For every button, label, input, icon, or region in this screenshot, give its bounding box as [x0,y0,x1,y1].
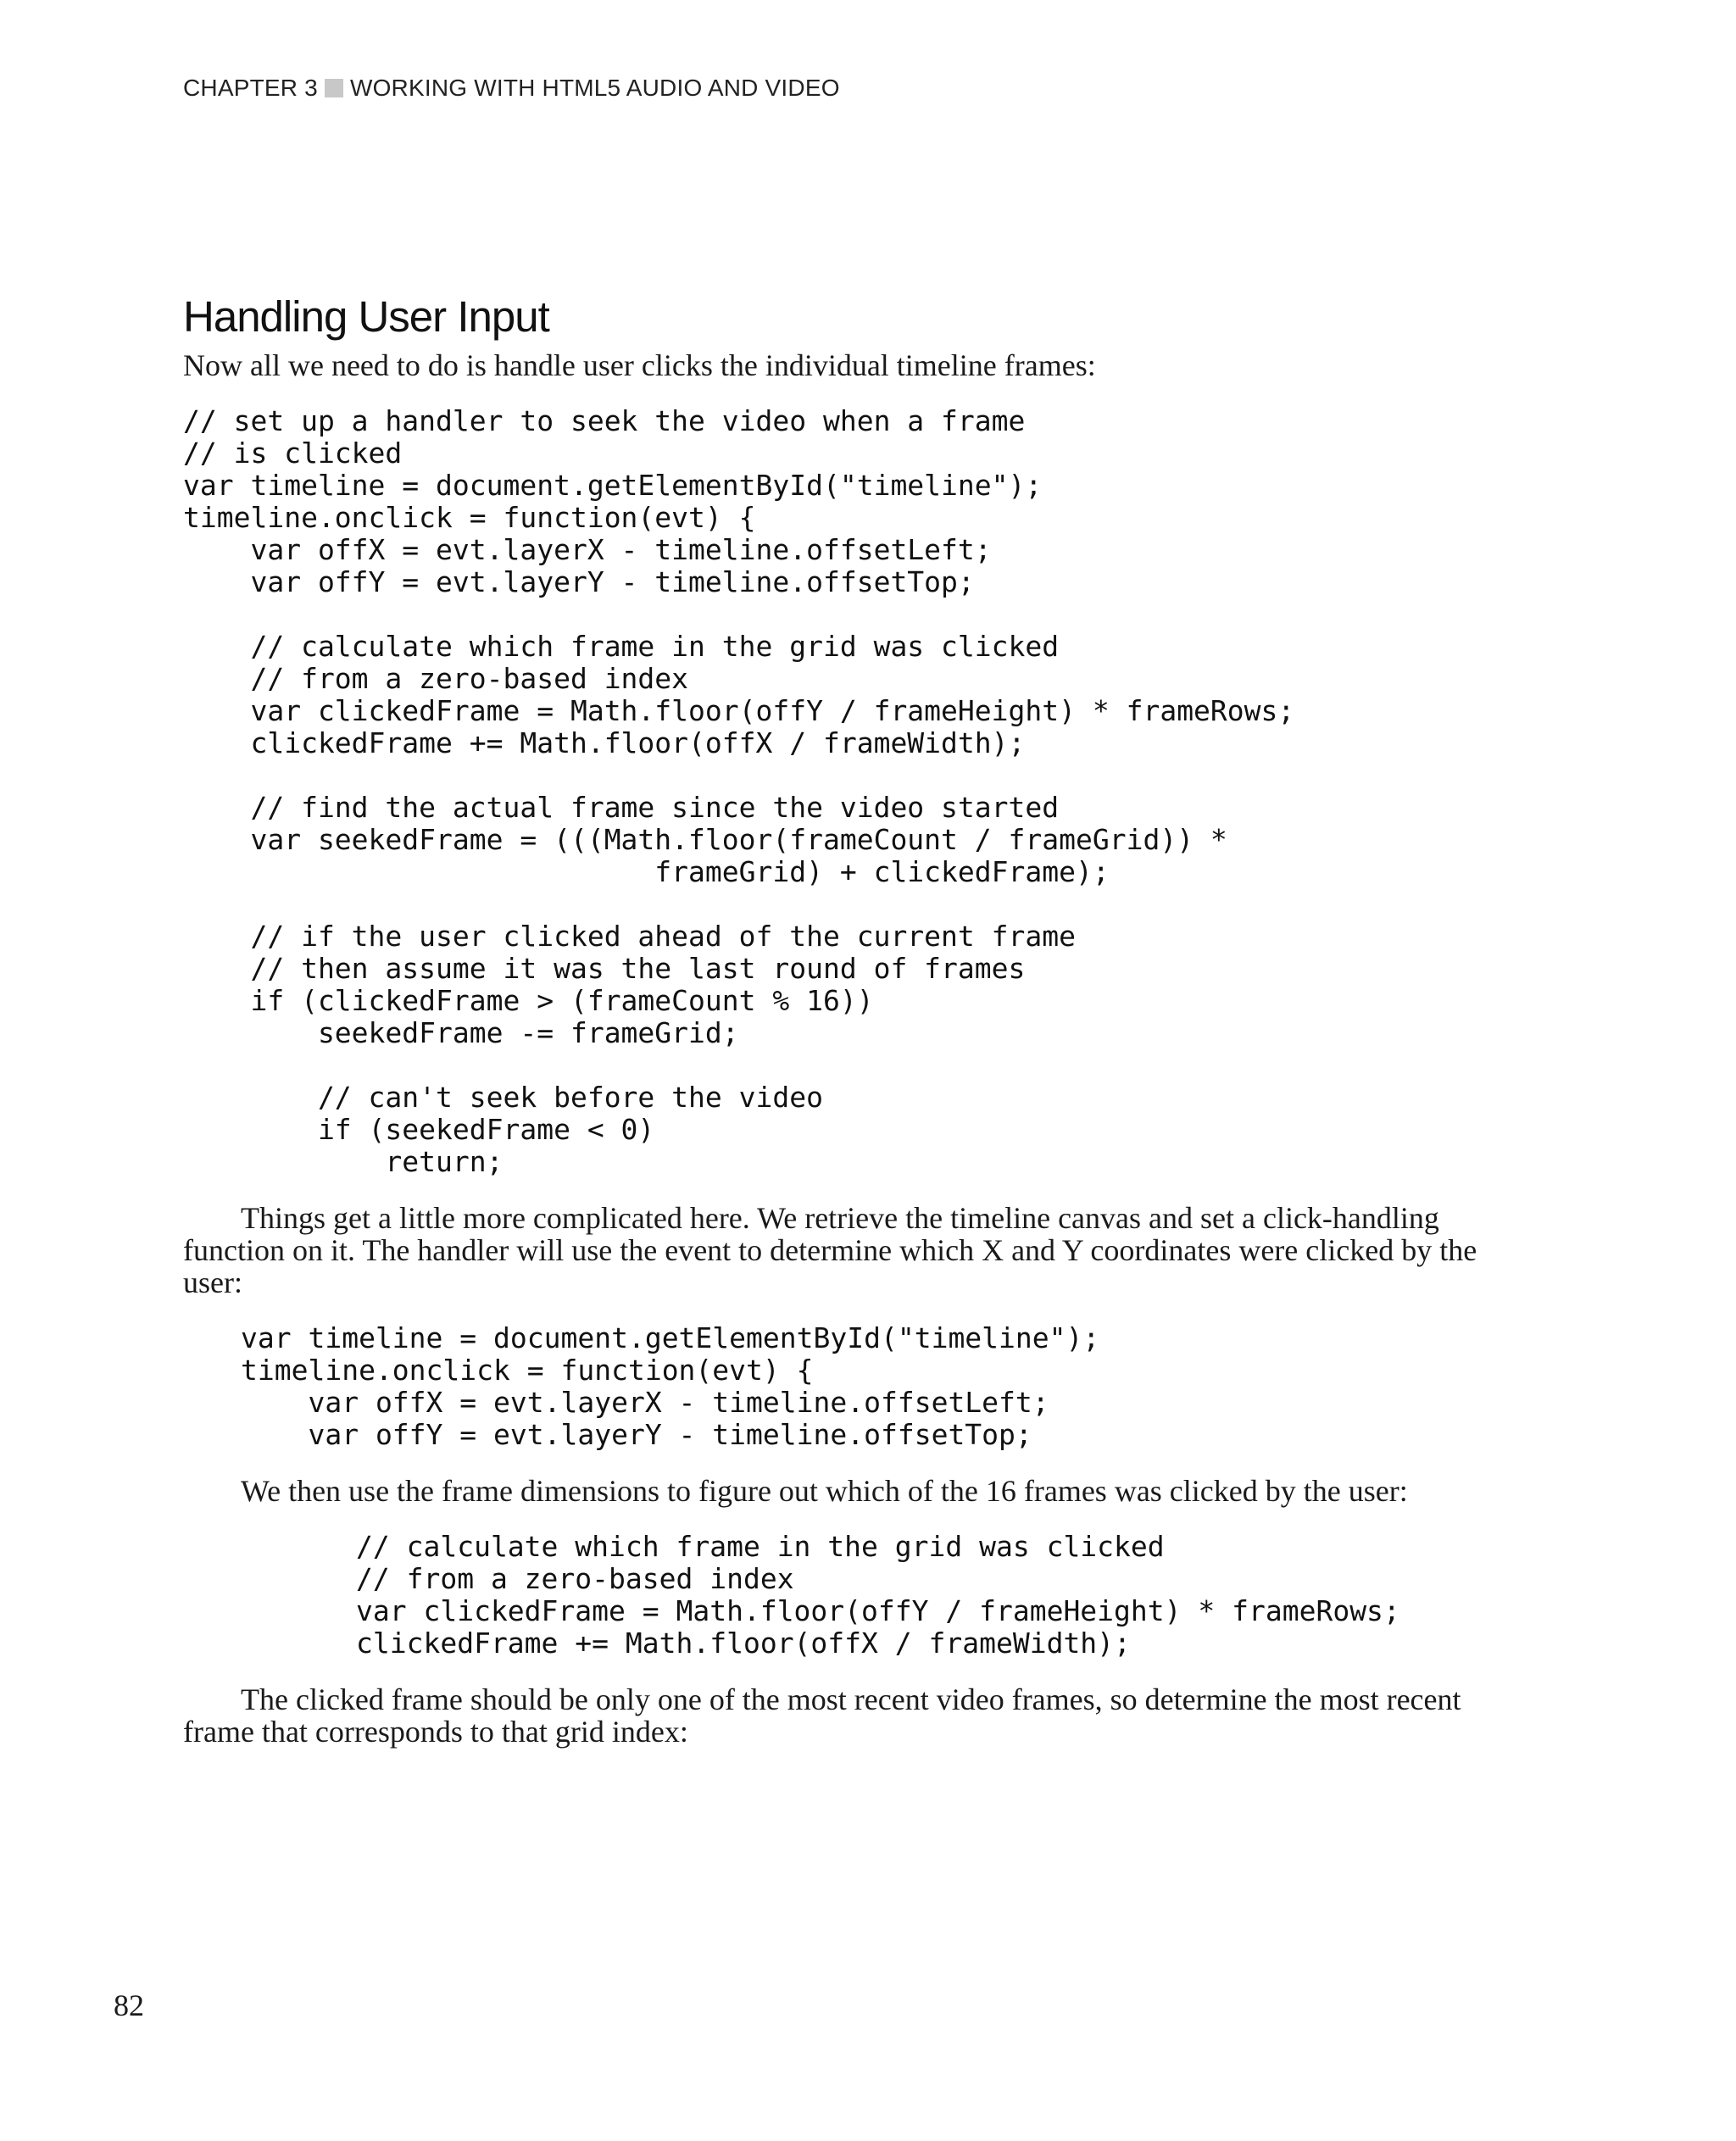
page-number: 82 [114,1988,144,2022]
running-head [183,71,840,105]
chapter-label: CHAPTER 3 [183,75,318,101]
chapter-title: WORKING WITH HTML5 AUDIO AND VIDEO [349,75,840,101]
code-listing-clicked-frame: // calculate which frame in the grid was clicked // from a zero-based index var clickedFrame = Math.floor(offY / frameHeight) * frameRows; clickedFrame += Math.floor(offX / frameWidth); [356,1530,1400,1660]
page-body [183,285,1539,1748]
separator-square-icon [325,79,343,97]
explanation-paragraph: Things get a little more complicated here. We retrieve the timeline canvas and set a click-handling function on it. The handler will use the event to determine which X and Y coordinates were clicked by the user: [183,1201,1477,1299]
intro-paragraph: Now all we need to do is handle user clicks the individual timeline frames: [183,348,1096,382]
section-heading: Handling User Input [183,292,549,341]
frame-dimensions-paragraph: We then use the frame dimensions to figure out which of the 16 frames was clicked by the user: [241,1474,1408,1508]
recent-frame-paragraph: The clicked frame should be only one of the most recent video frames, so determine the most recent frame that corresponds to that grid index: [183,1682,1461,1749]
code-listing-handler: // set up a handler to seek the video when a frame // is clicked var timeline = document.getElementById("timeline"); timeline.onclick = function(evt) { var offX = evt.layerX - timeline.offsetLeft; var offY = evt.layerY - timeline.offsetTop; // calculate which frame in the grid was clicked // from a zero-based index var clickedFrame = Math.floor(offY / frameHeight) * frameRows; clickedFrame += Math.floor(offX / frameWidth); // find the actual frame since the video started var seekedFrame = (((Math.floor(frameCount / frameGrid)) * frameGrid) + clickedFrame); // if the user clicked ahead of the current frame // then assume it was the last round of frames if (clickedFrame > (frameCount % 16)) seekedFrame -= frameGrid; // can't seek before the video if (seekedFrame < 0) return; [183,404,1295,1178]
code-listing-timeline: var timeline = document.getElementById("timeline"); timeline.onclick = function(evt) { var offX = evt.layerX - timeline.offsetLeft; var offY = evt.layerY - timeline.offsetTop; [241,1321,1100,1451]
